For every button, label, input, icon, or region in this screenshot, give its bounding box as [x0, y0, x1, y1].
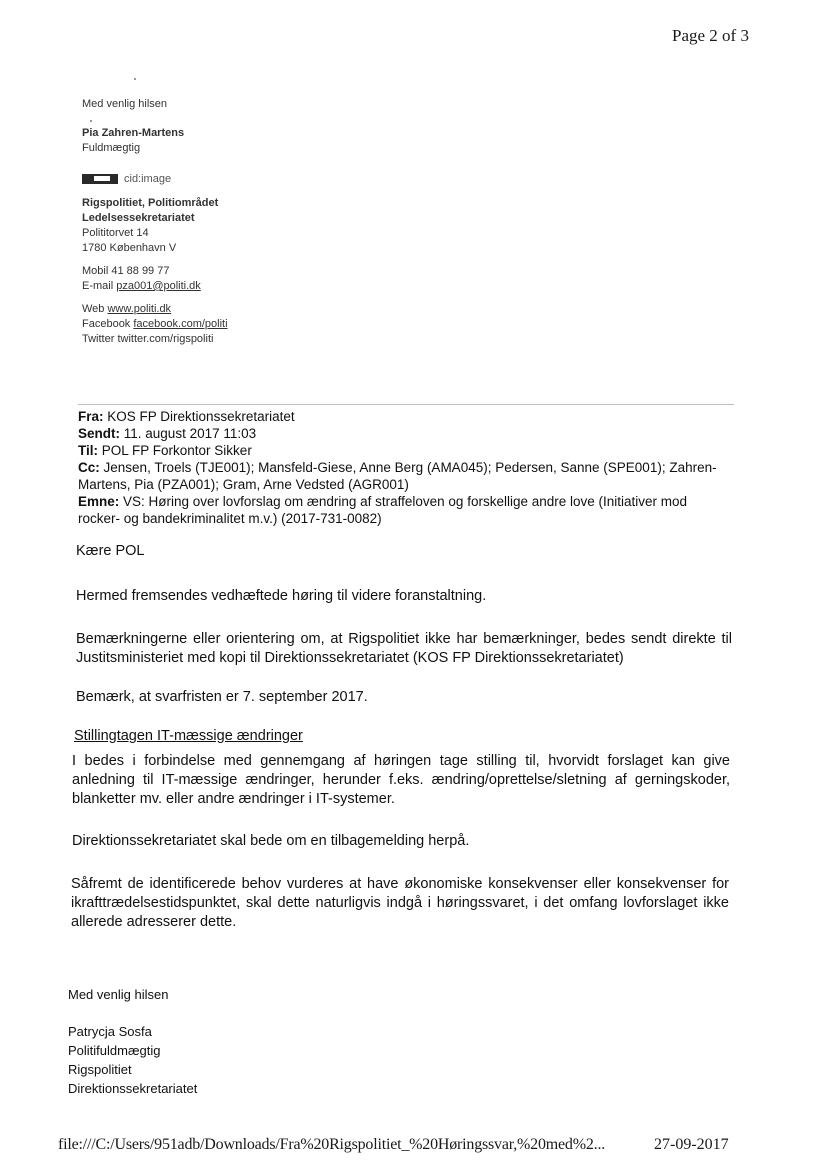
subject-label: Emne: — [78, 494, 120, 509]
signature-logo-placeholder — [82, 172, 228, 187]
twitter-handle: twitter.com/rigspoliti — [117, 333, 214, 345]
salutation: Kære POL — [76, 543, 145, 559]
from-label: Fra: — [78, 409, 104, 424]
mobile-label: Mobil — [82, 265, 109, 277]
from-value: KOS FP Direktionssekretariatet — [107, 409, 295, 424]
from-row — [78, 408, 717, 425]
cc-row — [78, 459, 717, 476]
mobile-number: 41 88 99 77 — [111, 265, 170, 277]
signature-facebook — [82, 317, 228, 332]
sent-value: 11. august 2017 11:03 — [123, 426, 257, 441]
signature-twitter — [82, 332, 228, 347]
signature-name: Pia Zahren-Martens — [82, 127, 185, 139]
scan-speck — [134, 78, 136, 80]
subject-row-continued: rocker- og bandekriminalitet m.v.) (2017-731-0082) — [78, 511, 382, 526]
signature-name: Patrycja Sosfa — [68, 1024, 152, 1039]
sent-label: Sendt: — [78, 426, 120, 441]
subject-row — [78, 493, 717, 510]
subject-value-line1: VS: Høring over lovforslag om ændring af straffeloven og forskellige andre love (Initiativer mod — [123, 494, 688, 509]
to-value: POL FP Forkontor Sikker — [101, 443, 252, 458]
facebook-link[interactable]: facebook.com/politi — [133, 318, 228, 330]
to-row — [78, 442, 717, 459]
email-divider — [78, 404, 734, 405]
signature-block-sender — [82, 97, 228, 347]
email-label: E-mail — [82, 280, 114, 292]
email-link[interactable]: pza001@politi.dk — [116, 280, 201, 292]
signature-mobile — [82, 264, 228, 279]
paragraph-deadline: Bemærk, at svarfristen er 7. september 2017. — [76, 689, 368, 705]
footer-file-path: file:///C:/Users/951adb/Downloads/Fra%20Rigspolitiet_%20Høringssvar,%20med%2... — [58, 1136, 606, 1153]
signature-org: Rigspolitiet — [68, 1062, 132, 1077]
signature-department: Ledelsessekretariatet — [82, 212, 195, 224]
cc-row-continued: Martens, Pia (PZA001); Gram, Arne Vedsted (AGR001) — [78, 477, 409, 492]
sent-row — [78, 425, 717, 442]
signature-greeting: Med venlig hilsen — [82, 98, 167, 110]
web-link[interactable]: www.politi.dk — [107, 303, 172, 315]
paragraph-consequences: Såfremt de identificerede behov vurderes at have økonomiske konsekvenser eller konsekvenser for ikrafttrædelsestidspunktet, skal dette naturligvis indgå i høringssvaret, i det omfang lovforslaget ikke allerede adresserer dette. — [71, 876, 729, 930]
paragraph-it-changes: I bedes i forbindelse med gennemgang af høringen tage stilling til, hvorvidt forslaget kan give anledning til IT-mæssige ændringer, herunder f.eks. ændring/oprettelse/sletning af gerningskoder, blanketter mv. eller andre ændringer i IT-systemer. — [72, 753, 730, 807]
to-label: Til: — [78, 443, 98, 458]
signature-street: Polititorvet 14 — [82, 227, 149, 239]
paragraph-forward: Hermed fremsendes vedhæftede høring til videre foranstaltning. — [76, 588, 487, 604]
twitter-label: Twitter — [82, 333, 115, 345]
signature-title: Fuldmægtig — [82, 142, 141, 154]
web-label: Web — [82, 303, 105, 315]
signature-block-author — [68, 985, 197, 1098]
page-number: Page 2 of 3 — [672, 26, 749, 45]
signature-department: Direktionssekretariatet — [68, 1081, 198, 1096]
signature-web — [82, 302, 228, 317]
signature-city: 1780 København V — [82, 242, 177, 254]
facebook-label: Facebook — [82, 318, 131, 330]
signature-org: Rigspolitiet, Politiområdet — [82, 197, 219, 209]
signature-email — [82, 279, 228, 294]
footer-date: 27-09-2017 — [654, 1136, 729, 1153]
cc-value-line1: Jensen, Troels (TJE001); Mansfeld-Giese, Anne Berg (AMA045); Pedersen, Sanne (SPE001); Zahren- — [103, 460, 717, 475]
cc-label: Cc: — [78, 460, 100, 475]
signature-greeting: Med venlig hilsen — [68, 987, 169, 1002]
email-header — [78, 408, 717, 527]
image-alt-text: cid:image — [124, 173, 172, 185]
section-title: Stillingtagen IT-mæssige ændringer — [74, 728, 303, 744]
broken-image-icon — [82, 174, 118, 184]
signature-title: Politifuldmægtig — [68, 1043, 161, 1058]
paragraph-feedback: Direktionssekretariatet skal bede om en tilbagemelding herpå. — [72, 833, 470, 849]
paragraph-remarks: Bemærkningerne eller orientering om, at Rigspolitiet ikke har bemærkninger, bedes sendt direkte til Justitsministeriet med kopi til Direktionssekretariatet (KOS FP Direktionssekretariatet) — [76, 631, 732, 666]
